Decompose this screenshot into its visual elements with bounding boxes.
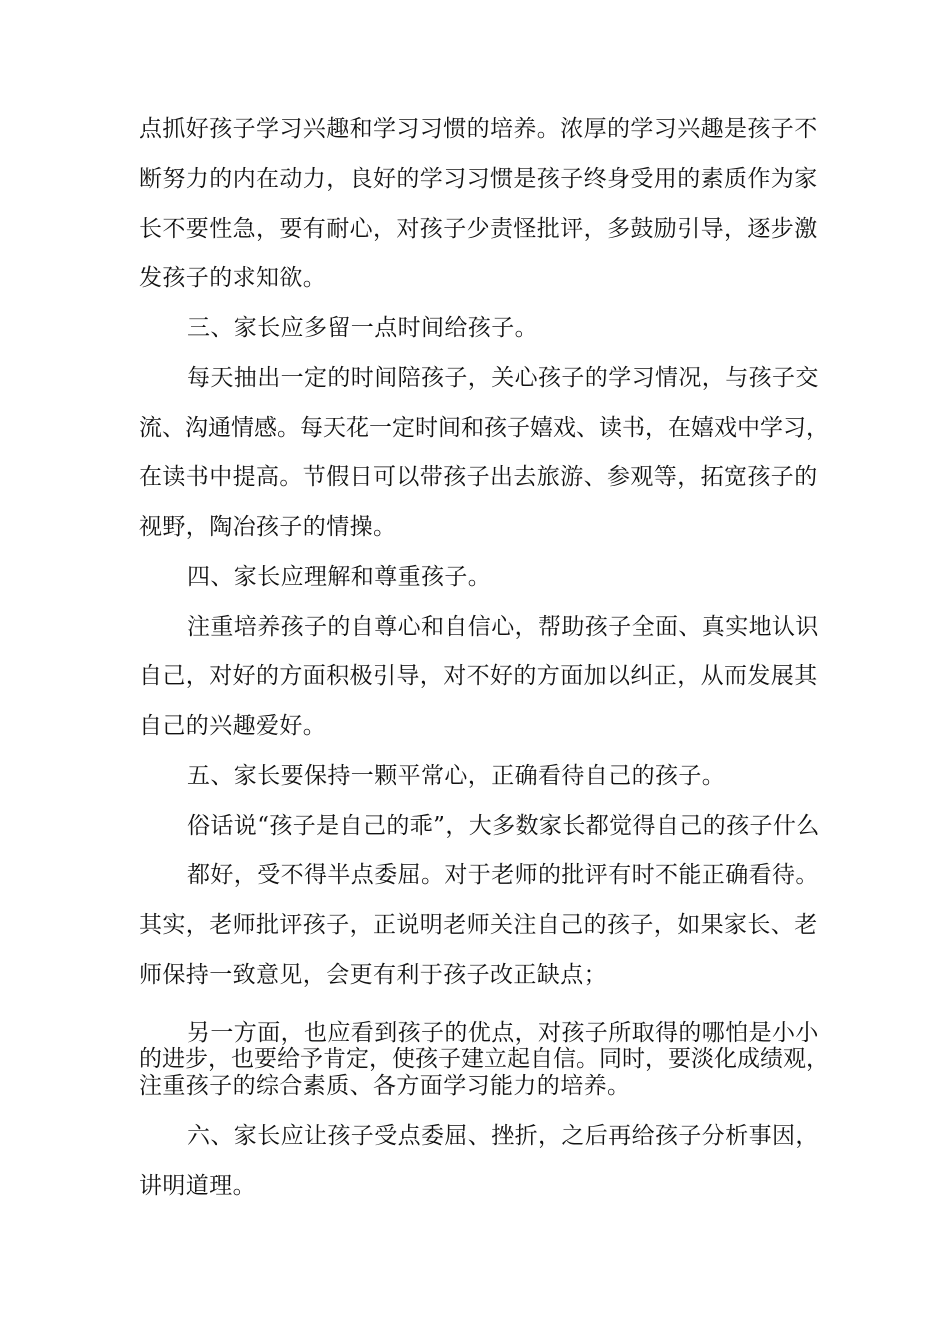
- paragraph-line: 流、沟通情感。每天花一定时间和孩子嬉戏、读书，在嬉戏中学习，: [139, 415, 829, 441]
- paragraph-line: 点抓好孩子学习兴趣和学习习惯的培养。浓厚的学习兴趣是孩子不: [139, 116, 818, 142]
- paragraph-line: 师保持一致意见，会更有利于孩子改正缺点；: [139, 962, 607, 988]
- paragraph-line: 在读书中提高。节假日可以带孩子出去旅游、参观等，拓宽孩子的: [139, 464, 818, 490]
- paragraph-line: 另一方面，也应看到孩子的优点，对孩子所取得的哪怕是小小: [187, 1020, 819, 1046]
- paragraph-line: 都好，受不得半点委屈。对于老师的批评有时不能正确看待。: [187, 862, 819, 888]
- paragraph-line: 俗话说“孩子是自己的乖”，大多数家长都觉得自己的孩子什么: [187, 813, 820, 839]
- section-heading-3: 三、家长应多留一点时间给孩子。: [187, 315, 538, 341]
- paragraph-line: 注重孩子的综合素质、各方面学习能力的培养。: [139, 1073, 631, 1099]
- paragraph-line: 注重培养孩子的自尊心和自信心，帮助孩子全面、真实地认识: [187, 614, 819, 640]
- paragraph-line: 每天抽出一定的时间陪孩子，关心孩子的学习情况，与孩子交: [187, 365, 819, 391]
- paragraph-line: 断努力的内在动力，良好的学习习惯是孩子终身受用的素质作为家: [139, 166, 818, 192]
- paragraph-line: 其实，老师批评孩子，正说明老师关注自己的孩子，如果家长、老: [139, 912, 818, 938]
- paragraph-line: 自己的兴趣爱好。: [139, 713, 327, 739]
- paragraph-line: 讲明道理。: [139, 1173, 256, 1199]
- paragraph-line: 的进步，也要给予肯定，使孩子建立起自信。同时，要淡化成绩观，: [139, 1046, 829, 1072]
- paragraph-line: 自己，对好的方面积极引导，对不好的方面加以纠正，从而发展其: [139, 663, 818, 689]
- section-heading-6: 六、家长应让孩子受点委屈、挫折，之后再给孩子分析事因，: [187, 1123, 819, 1149]
- section-heading-4: 四、家长应理解和尊重孩子。: [187, 564, 492, 590]
- paragraph-line: 视野，陶冶孩子的情操。: [139, 514, 397, 540]
- section-heading-5: 五、家长要保持一颗平常心，正确看待自己的孩子。: [187, 763, 726, 789]
- paragraph-line: 长不要性急，要有耐心，对孩子少责怪批评，多鼓励引导，逐步激: [139, 216, 818, 242]
- paragraph-line: 发孩子的求知欲。: [139, 265, 327, 291]
